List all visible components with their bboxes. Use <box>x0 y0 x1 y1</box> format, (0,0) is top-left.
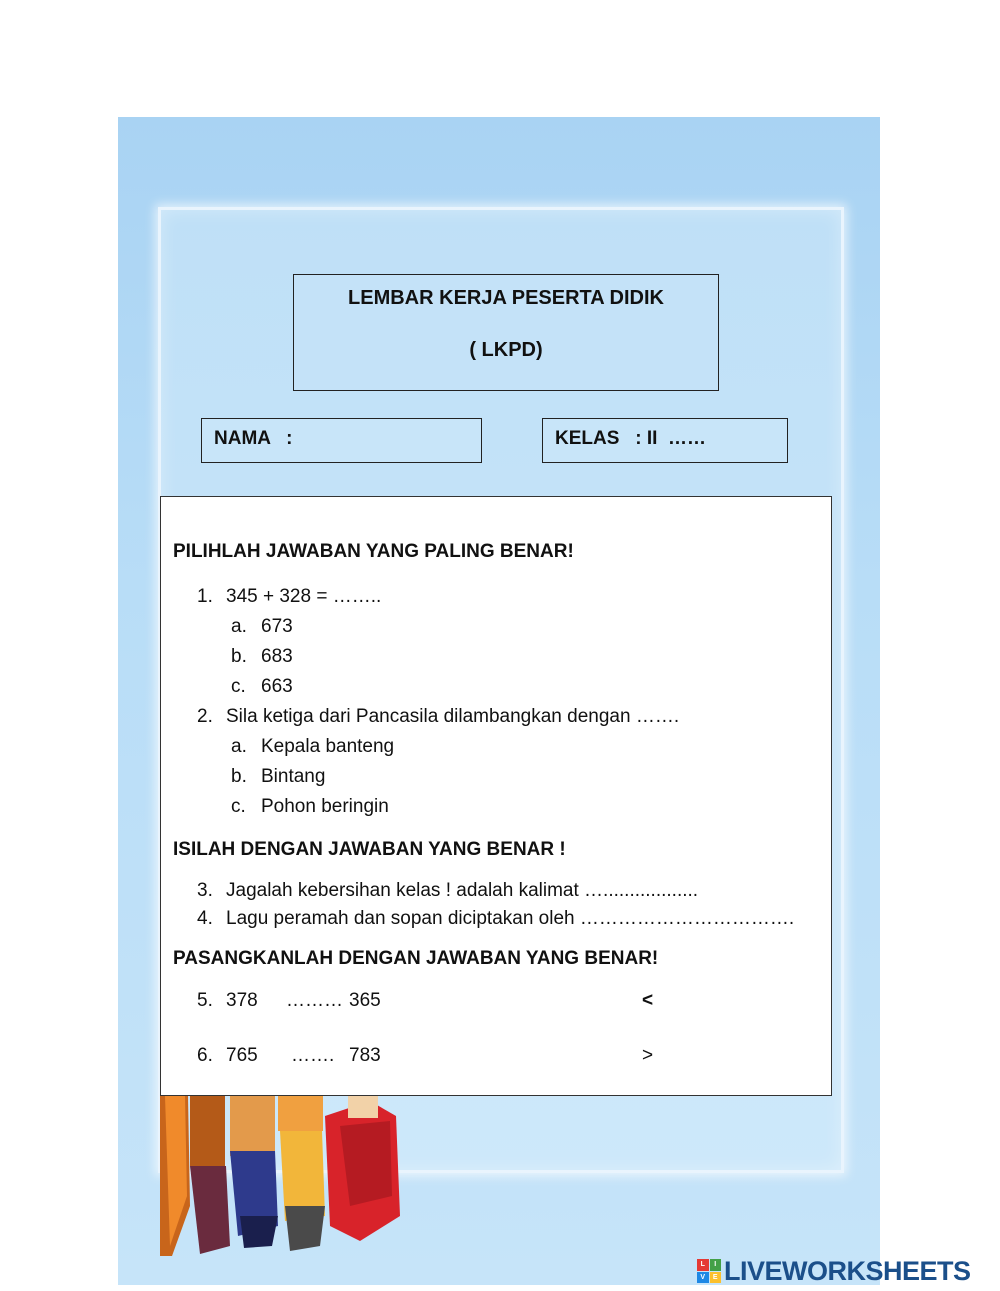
question-number: 6. <box>197 1045 213 1066</box>
option-text: Bintang <box>261 766 326 787</box>
title-box <box>293 274 719 391</box>
option-letter: b. <box>231 766 247 787</box>
question-text: Jagalah kebersihan kelas ! adalah kalimat ….................. <box>226 880 699 901</box>
liveworksheets-logo <box>697 1256 971 1286</box>
class-label: KELAS : II …… <box>555 428 706 449</box>
question-number: 1. <box>197 586 213 607</box>
option-text: Kepala banteng <box>261 736 395 757</box>
question-number: 5. <box>197 990 213 1011</box>
logo-tile: I <box>710 1259 722 1271</box>
liveworksheets-logo-icon <box>697 1259 721 1283</box>
option-letter: a. <box>231 736 247 757</box>
answer-blank[interactable]: ……. <box>291 1045 335 1066</box>
question-text: 345 + 328 = …….. <box>226 586 382 607</box>
questions-panel <box>160 496 832 1096</box>
section-matching: PASANGKANLAH DENGAN JAWABAN YANG BENAR! <box>173 948 659 969</box>
children-illustration <box>160 1096 405 1256</box>
name-label: NAMA : <box>214 428 293 449</box>
match-symbol-less-than[interactable]: < <box>642 990 654 1011</box>
option-letter: b. <box>231 646 247 667</box>
right-number: 365 <box>349 990 381 1011</box>
match-symbol-greater-than[interactable]: > <box>642 1045 654 1066</box>
liveworksheets-logo-text: LIVEWORKSHEETS <box>724 1255 971 1286</box>
logo-tile: V <box>697 1272 709 1284</box>
question-number: 3. <box>197 880 213 901</box>
right-number: 783 <box>349 1045 381 1066</box>
option-text: 663 <box>261 676 293 697</box>
option-letter: a. <box>231 616 247 637</box>
class-field[interactable] <box>542 418 788 463</box>
title-main: LEMBAR KERJA PESERTA DIDIK <box>348 287 664 309</box>
logo-tile: E <box>710 1272 722 1284</box>
option-letter: c. <box>231 796 246 817</box>
question-text: Lagu peramah dan sopan diciptakan oleh ……………………………. <box>226 908 795 929</box>
option-letter: c. <box>231 676 246 697</box>
section-fill-in: ISILAH DENGAN JAWABAN YANG BENAR ! <box>173 839 566 860</box>
children-illustration-svg <box>160 1096 405 1256</box>
option-text: 673 <box>261 616 293 637</box>
question-number: 2. <box>197 706 213 727</box>
left-number: 378 <box>226 990 258 1011</box>
section-multiple-choice: PILIHLAH JAWABAN YANG PALING BENAR! <box>173 541 574 562</box>
option-text: 683 <box>261 646 293 667</box>
option-text: Pohon beringin <box>261 796 389 817</box>
title-subtitle: ( LKPD) <box>469 339 543 361</box>
left-number: 765 <box>226 1045 258 1066</box>
logo-tile: L <box>697 1259 709 1271</box>
question-text: Sila ketiga dari Pancasila dilambangkan dengan ……. <box>226 706 680 727</box>
answer-blank[interactable]: ……… <box>286 990 343 1011</box>
question-number: 4. <box>197 908 213 929</box>
name-field[interactable] <box>201 418 482 463</box>
